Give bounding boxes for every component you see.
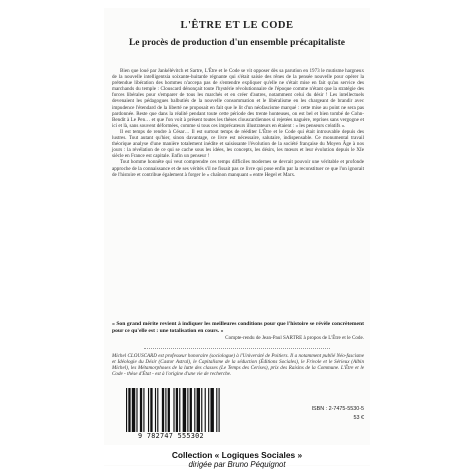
collection-director: dirigée par Bruno Péquignot — [188, 460, 286, 469]
barcode-bar — [183, 388, 186, 432]
collection-name: Collection « Logiques Sociales » — [171, 450, 303, 460]
barcode-bar — [128, 388, 130, 432]
price: 53 € — [353, 414, 364, 421]
barcode-bar — [143, 388, 144, 432]
book-title: L'ÊTRE ET LE CODE — [180, 20, 294, 31]
book-back-cover — [104, 8, 370, 469]
isbn-number: ISBN : 2-7475-5530-5 — [311, 406, 364, 412]
barcode-bar — [179, 388, 180, 432]
sartre-quote: « Son grand mérite revient à indiquer les meilleures conditions pour que l'histoire se révèle concrètement pour ce qu'elle est : une totalisation en cours. » — [112, 321, 364, 334]
blurb-text — [112, 68, 364, 178]
barcode-bar — [148, 388, 149, 432]
book-subtitle: Le procès de production d'un ensemble précapitaliste — [128, 38, 346, 48]
barcode-bars — [126, 388, 222, 432]
author-bio: Michel CLOUSCARD est professeur honoraire (sociologue) à l'Université de Poitiers. Il a notamment publié Néo-fascisme et Idéologie du Désir (Castor Astral), le Capitalisme de la séduction (Éditions Sociales), le Frivole et le Sérieux (Albin Michel), les Métamorphoses de la lutte des classes (Le Temps des Cerises), prix des Raisins de la Commune. L'Être et le Code - thèse d'État - est à l'origine d'une vie de recherche. — [112, 353, 364, 378]
barcode-bar — [187, 388, 188, 432]
barcode-bar — [140, 388, 142, 432]
barcode-bar — [173, 388, 174, 432]
barcode-bar — [208, 388, 209, 432]
barcode-bar — [210, 388, 213, 432]
blurb-paragraph: Il est temps de rendre à César… Il est surtout temps de rééditer L'Être et le Code qui était introuvable depuis des lustres. Tout autant qu'hier, sinon davantage, ce livre est nécessaire, salutaire, indispensable. Ce monumental travail théorique analyse d'une manière totalement inédite et saisissante l'évolution de la société française du Moyen Âge à nos jours : la révélation de ce qui se cache sous les idées, les concepts, les désirs, les mœurs et leur évolution depuis le XIe siècle en France est capitale. Enfin un penseur ! — [112, 128, 364, 160]
barcode — [116, 388, 226, 448]
barcode-bar — [155, 388, 156, 432]
blurb-paragraph: Bien que loué par Jankélévitch et Sartre, L'Être et le Code se vit opposer dès sa parution en 1973 le mutisme hargneux de la nouvelle intelligentsia soixante-huitarde régnante qui s'était saisie des rênes de la pensée nouvelle pour opérer la prétendue libération des hommes n'accepa pas de s'entendre expliquer qu'elle ne s'était mise en fait qu'au service des marchands du temple : Clouscard dénonçait toute l'hystérie révolutionnaire de l'époque comme n'étant que la stratégie des forces libérales pour s'emparer de tous les marchés et en créer d'autres, notamment celui du désir ! Les intellectuels devenaient les pédagogues balbutiés de la nouvelle consommation et le libéralisme en les chargeant de brandir avec impudence l'étendard de la liberté ne proposait en fait que le lit d'un néofascisme marqué : cette mise au point ne sera pas pardonnée. Reste que dans la réalité pendant toute cette période des trente honteuses, on est bel et bien tombé de Cohn-Bendit à Le Pen… et que l'on voit à présent toutes les thèses clouscardiennes si rejetées naguère, reprises sans vergogne et ici et là, sans souvent déformées, comme si tous ces imprécateurs illustrateurs en étaient : « les penseurs créatifs ». — [112, 68, 364, 129]
barcode-bar — [168, 388, 170, 432]
barcode-bar — [165, 388, 166, 432]
barcode-bar — [132, 388, 135, 432]
blurb-paragraph: Tout homme honnête qui veut comprendre ces temps difficiles modernes se devrait pouvoir une véritable et profonde approche de la connaissance et de ses vérités s'il ne fissait pas ce livre qui pose enfin par la reconstituer ce que l'on ignorait de l'histoire et contribue également à forger le « chaînon manquant » entre Hegel et Marx. — [112, 159, 364, 178]
collection-footer — [104, 445, 370, 469]
barcode-bar — [126, 388, 127, 432]
barcode-bar — [150, 388, 152, 432]
barcode-bar — [201, 388, 202, 432]
barcode-bar — [194, 388, 195, 432]
barcode-bar — [197, 388, 200, 432]
barcode-bar — [162, 388, 164, 432]
barcode-bar — [219, 388, 220, 432]
barcode-bar — [176, 388, 178, 432]
barcode-bar — [205, 388, 206, 432]
barcode-bar — [157, 388, 158, 432]
barcode-bar — [190, 388, 192, 432]
quote-source: Compte-rendu de Jean-Paul SARTRE à propos de L'Être et le Code. — [225, 335, 364, 341]
divider — [144, 348, 330, 349]
barcode-number: 9 782747 555302 — [138, 432, 204, 440]
barcode-bar — [216, 388, 217, 432]
barcode-bar — [136, 388, 137, 432]
isbn-price — [312, 405, 364, 422]
